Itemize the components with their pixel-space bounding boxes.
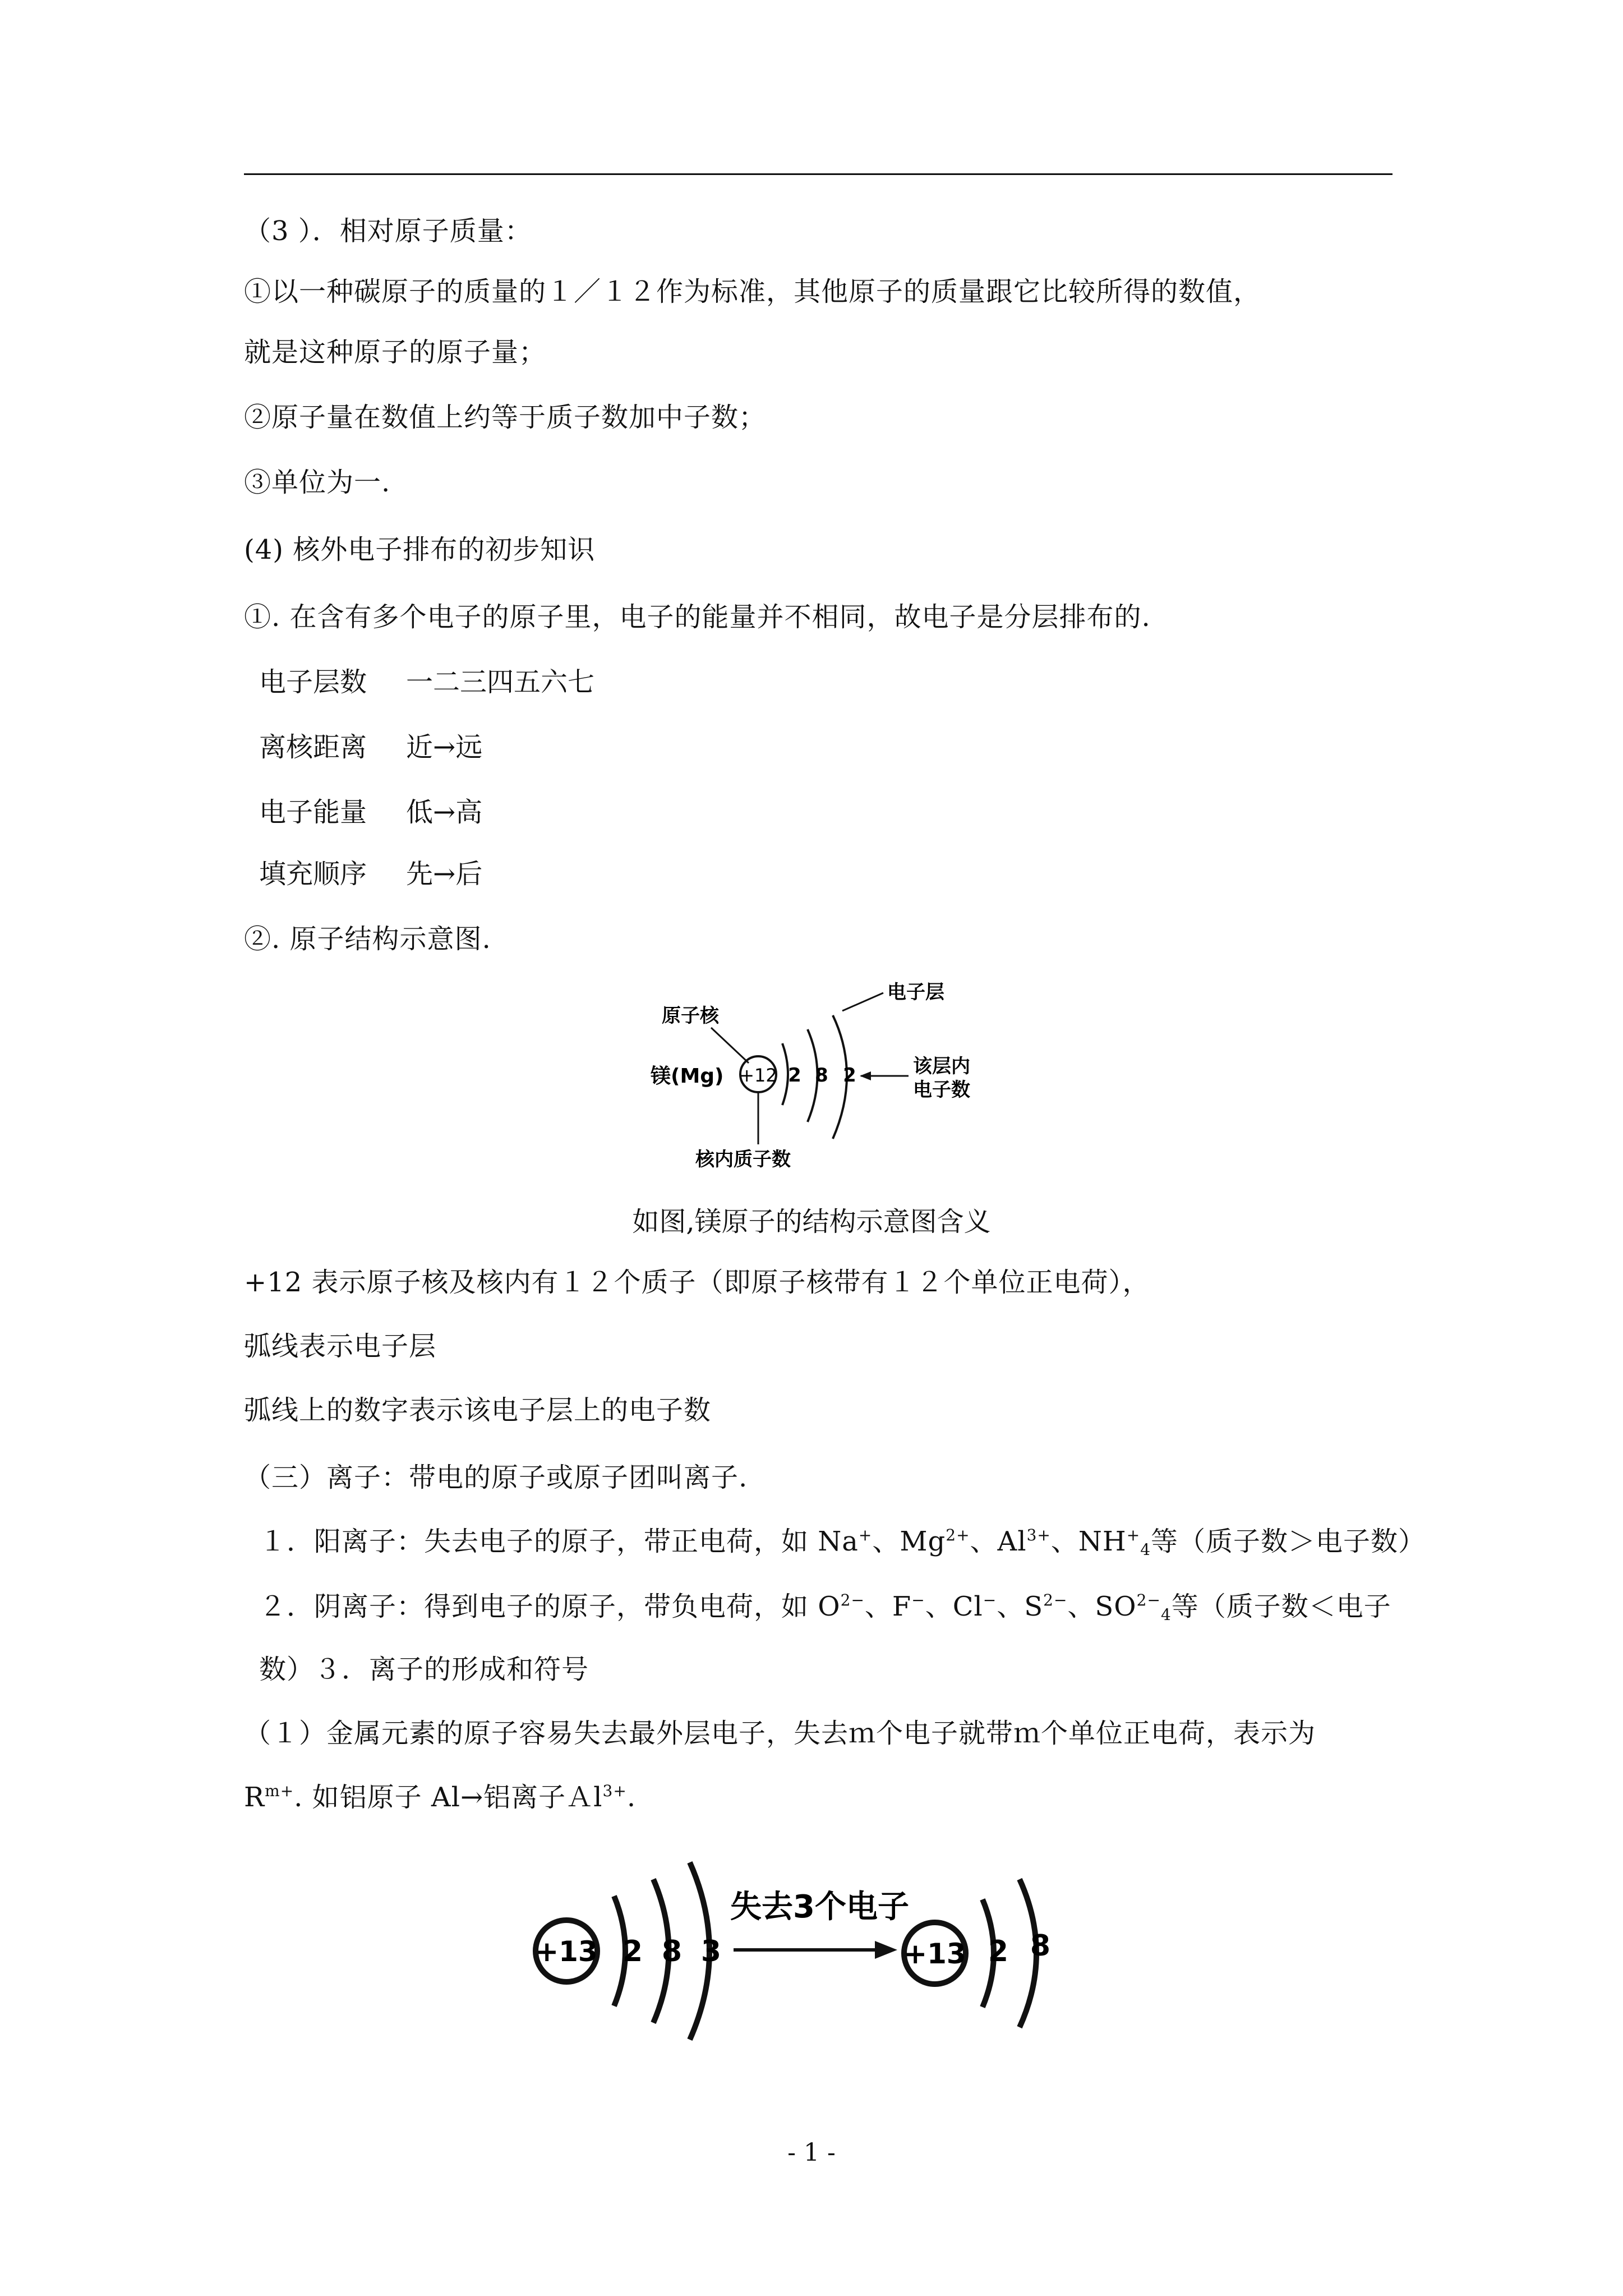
shell-count: 2 xyxy=(843,1064,856,1087)
table-value: 近→远 xyxy=(406,731,483,763)
table-key: 填充顺序 xyxy=(259,858,367,890)
table-value: 先→后 xyxy=(406,858,483,890)
proton-label: 核内质子数 xyxy=(695,1148,791,1171)
paragraph-line: 弧线表示电子层 xyxy=(244,1331,437,1362)
atom-nucleus-charge: +13 xyxy=(535,1935,598,1968)
table-value: 低→高 xyxy=(406,797,483,828)
table-row xyxy=(259,665,594,699)
shell-count: 3 xyxy=(700,1935,722,1968)
element-label: 镁(Mg) xyxy=(651,1065,724,1088)
table-key: 电子层数 xyxy=(259,666,367,698)
nucleus-label: 原子核 xyxy=(662,1005,719,1027)
table-key: 离核距离 xyxy=(259,731,367,763)
shell-count: 2 xyxy=(622,1935,643,1968)
table-row xyxy=(259,795,482,829)
al-ion-formation-diagram xyxy=(522,1851,1138,2053)
table-key: 电子能量 xyxy=(259,797,367,828)
shell-count: 2 xyxy=(988,1935,1009,1968)
table-row xyxy=(259,730,482,764)
section-heading-electron: (4) 核外电子排布的初步知识 xyxy=(244,534,596,565)
paragraph-line: 数）３．离子的形成和符号 xyxy=(259,1654,589,1685)
paragraph-line: ①以一种碳原子的质量的１／１２作为标准，其他原子的质量跟它比较所得的数值， xyxy=(244,276,1261,307)
shell-count: 8 xyxy=(1030,1929,1051,1963)
paragraph-line: ③单位为一. xyxy=(244,467,391,498)
section-heading-atomic-mass: （3 ）．相对原子质量： xyxy=(244,215,532,247)
count-label: 该层内 xyxy=(913,1055,970,1078)
count-label: 电子数 xyxy=(913,1079,970,1101)
arrow-label: 失去3个电子 xyxy=(730,1889,909,1925)
anion-line: ２．阴离子：得到电子的原子，带负电荷，如 $O^{2-}$、F−、Cl−、$S^{2-}$、$SO^{2-}_4$等（质子数＜电子 xyxy=(259,1591,1391,1624)
paragraph-line: （１）金属元素的原子容易失去最外层电子，失去ｍ个电子就带ｍ个单位正电荷，表示为 xyxy=(244,1718,1316,1749)
paragraph-line: ②. 原子结构示意图. xyxy=(244,923,491,955)
paragraph-line: ①. 在含有多个电子的原子里，电子的能量并不相同，故电子是分层排布的. xyxy=(244,601,1151,633)
figure-caption: 如图,镁原子的结构示意图含义 xyxy=(632,1206,991,1237)
paragraph-line: ②原子量在数值上约等于质子数加中子数； xyxy=(244,402,767,433)
table-row xyxy=(259,857,482,891)
shell-count: 8 xyxy=(815,1064,828,1087)
shell-count: 2 xyxy=(788,1064,801,1087)
shell-label: 电子层 xyxy=(887,981,944,1004)
shell-count: 8 xyxy=(661,1935,683,1968)
page-number: - 1 - xyxy=(787,2138,836,2167)
table-value: 一二三四五六七 xyxy=(406,666,595,698)
paragraph-line: 弧线上的数字表示该电子层上的电子数 xyxy=(244,1395,712,1426)
mg-atom-diagram xyxy=(634,970,1009,1178)
ion-nucleus-charge: +13 xyxy=(903,1938,966,1970)
shell-arc xyxy=(782,1043,788,1105)
paragraph-line: +12 表示原子核及核内有１２个质子（即原子核带有１２个单位正电荷）， xyxy=(244,1267,1150,1298)
ion-example-line: $R^{m+}$. 如铝原子 Al→铝离子Ａl$^{3+}$. xyxy=(244,1782,637,1813)
arrow-head xyxy=(875,1941,897,1959)
cation-line: １．阳离子：失去电子的原子，带正电荷，如 Na+、$Mg^{2+}$、$Al^{3+}$、$NH^+_4$等（质子数＞电子数） xyxy=(259,1526,1426,1559)
header-rule xyxy=(244,173,1393,175)
nucleus-charge: +12 xyxy=(739,1065,777,1086)
section-heading-ion: （三）离子：带电的原子或原子团叫离子. xyxy=(244,1462,748,1493)
paragraph-line: 就是这种原子的原子量； xyxy=(244,337,547,368)
